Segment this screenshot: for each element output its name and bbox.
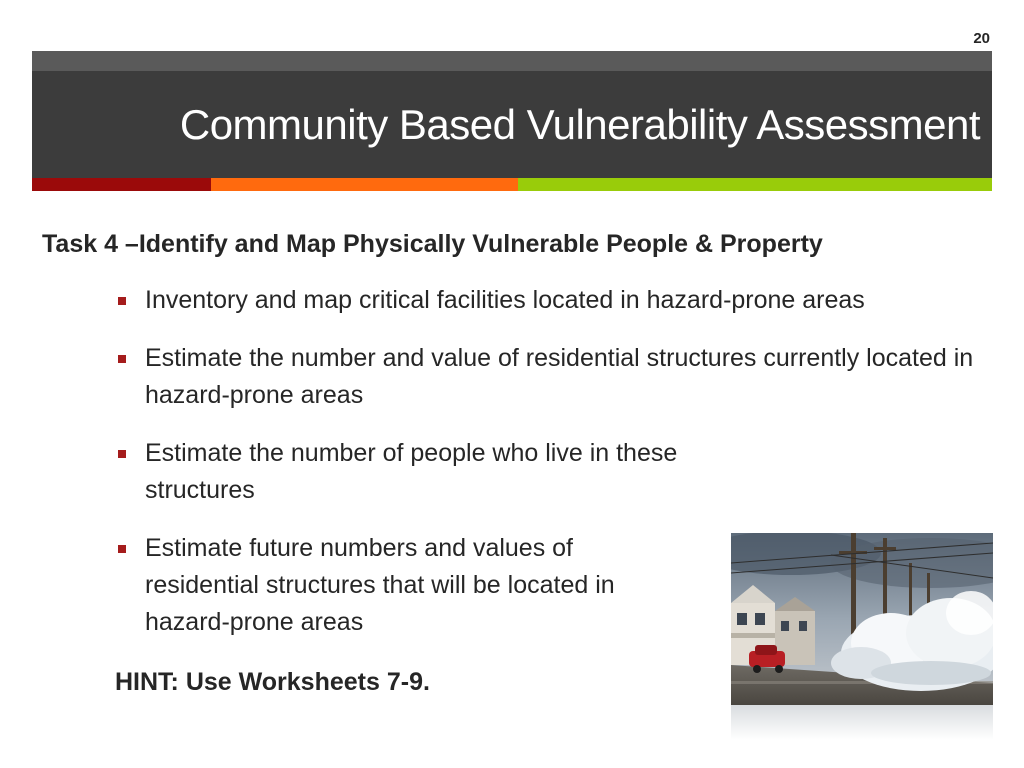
bullet-item [115, 340, 985, 414]
bullet-item [115, 282, 985, 319]
coastal-storm-photo [731, 533, 993, 705]
bullet-marker-icon [118, 297, 126, 305]
bullet-marker-icon [118, 545, 126, 553]
slide-number: 20 [973, 30, 990, 47]
bullet-text: Inventory and map critical facilities located in hazard-prone areas [145, 286, 865, 314]
photo-reflection [731, 705, 993, 740]
bullet-marker-icon [118, 355, 126, 363]
bullet-item [115, 435, 705, 509]
bullet-text: Estimate the number of people who live in these structures [145, 439, 678, 504]
bullet-marker-icon [118, 450, 126, 458]
accent-segment-red [32, 178, 211, 191]
title-band [32, 51, 992, 178]
hint-text: HINT: Use Worksheets 7-9. [115, 668, 430, 696]
bullet-text: Estimate future numbers and values of residential structures that will be located in hazard-prone areas [145, 534, 615, 636]
accent-segment-orange [211, 178, 518, 191]
bullet-text: Estimate the number and value of residential structures currently located in hazard-prone areas [145, 344, 974, 409]
accent-bar [32, 178, 992, 191]
slide-title: Community Based Vulnerability Assessment [179, 101, 980, 148]
accent-segment-green [518, 178, 992, 191]
task-heading: Task 4 –Identify and Map Physically Vulnerable People & Property [42, 230, 823, 258]
bullet-item [115, 530, 675, 641]
title-band-top-strip [32, 51, 992, 71]
